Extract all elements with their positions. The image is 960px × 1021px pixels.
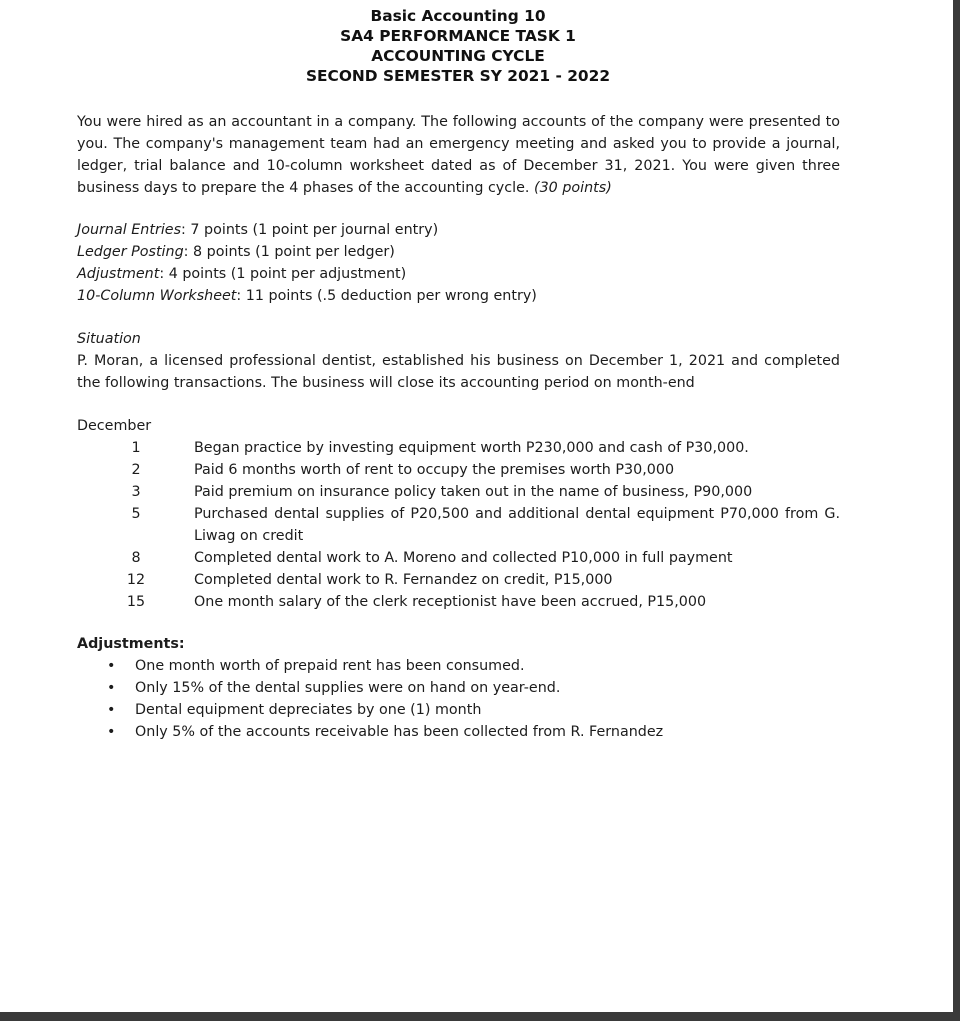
transaction-description: One month salary of the clerk receptionist have been accrued, P15,000 <box>194 594 707 610</box>
bullet-icon: • <box>107 680 116 696</box>
adjustments-title: Adjustments: <box>77 636 185 652</box>
rubric-text: : 4 points (1 point per adjustment) <box>159 266 407 282</box>
transaction-description: Began practice by investing equipment worth P230,000 and cash of P30,000. <box>194 440 749 456</box>
adjustment-text: Only 15% of the dental supplies were on hand on year-end. <box>135 680 561 696</box>
rubric-label: Ledger Posting <box>77 244 184 260</box>
transaction-description: Paid 6 months worth of rent to occupy the premises worth P30,000 <box>194 462 675 478</box>
intro-points: (30 points) <box>534 180 612 196</box>
transaction-day: 3 <box>131 484 141 500</box>
grading-rubric <box>77 219 537 307</box>
transaction-day: 5 <box>131 506 141 522</box>
situation-label: Situation <box>77 331 141 347</box>
rubric-item <box>77 263 537 285</box>
rubric-text: : 7 points (1 point per journal entry) <box>181 222 439 238</box>
transaction-description: Purchased dental supplies of P20,500 and additional dental equipment P70,000 from G. Liwag on credit <box>194 506 840 544</box>
document-header <box>0 6 916 86</box>
rubric-item <box>77 285 537 307</box>
transaction-month: December <box>77 418 152 434</box>
task-title: SA4 PERFORMANCE TASK 1 <box>340 27 576 45</box>
intro-paragraph <box>77 111 840 199</box>
topic-title: ACCOUNTING CYCLE <box>371 47 545 65</box>
transaction-day: 12 <box>126 572 146 588</box>
transaction-day: 15 <box>126 594 146 610</box>
bullet-icon: • <box>107 702 116 718</box>
transaction-day: 1 <box>131 440 141 456</box>
transaction-description: Completed dental work to R. Fernandez on credit, P15,000 <box>194 572 613 588</box>
bullet-icon: • <box>107 658 116 674</box>
transaction-description: Completed dental work to A. Moreno and collected P10,000 in full payment <box>194 550 733 566</box>
situation-paragraph: P. Moran, a licensed professional dentist, established his business on December 1, 2021 and completed the following transactions. The business will close its accounting period on month-end <box>77 353 840 391</box>
rubric-text: : 8 points (1 point per ledger) <box>183 244 395 260</box>
adjustment-text: One month worth of prepaid rent has been consumed. <box>135 658 525 674</box>
transaction-day: 2 <box>131 462 141 478</box>
adjustment-text: Only 5% of the accounts receivable has been collected from R. Fernandez <box>135 724 664 740</box>
rubric-item <box>77 241 537 263</box>
rubric-label: Journal Entries <box>77 222 182 238</box>
course-title: Basic Accounting 10 <box>370 7 546 25</box>
rubric-label: 10-Column Worksheet <box>77 288 237 304</box>
bullet-icon: • <box>107 724 116 740</box>
intro-text: You were hired as an accountant in a company. The following accounts of the company were presented to you. The company's management team had an emergency meeting and asked you to provide a journal, ledger, trial balance and 10-column worksheet dated as of December 31, 2021. You were given three business days to prepare the 4 phases of the accounting cycle. <box>77 114 840 196</box>
transaction-day: 8 <box>131 550 141 566</box>
semester-title: SECOND SEMESTER SY 2021 - 2022 <box>305 67 611 85</box>
transaction-description: Paid premium on insurance policy taken out in the name of business, P90,000 <box>194 484 753 500</box>
adjustment-text: Dental equipment depreciates by one (1) month <box>135 702 482 718</box>
rubric-text: : 11 points (.5 deduction per wrong entry) <box>236 288 537 304</box>
rubric-label: Adjustment <box>77 266 160 282</box>
rubric-item <box>77 219 537 241</box>
